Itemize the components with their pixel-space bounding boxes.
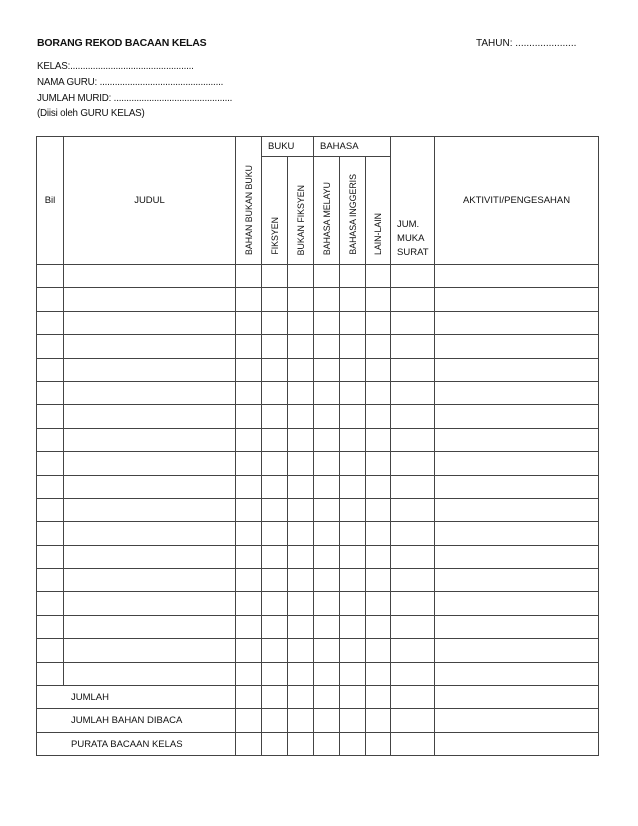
fill-note: (Diisi oleh GURU KELAS) [37,108,145,119]
table-cell[interactable] [391,405,435,428]
table-cell[interactable] [435,311,599,334]
header-group-bahasa [314,137,391,157]
table-row [37,452,599,475]
table-cell[interactable] [64,358,236,381]
table-row [37,615,599,638]
table-cell[interactable] [37,522,64,545]
summary-cell[interactable] [340,686,366,709]
header-bil-label: Bil [44,195,56,206]
table-row [37,592,599,615]
table-cell[interactable] [340,662,366,685]
table-cell[interactable] [340,522,366,545]
table-cell[interactable] [288,288,314,311]
header-judul [64,137,236,265]
table-cell[interactable] [37,335,64,358]
header-bahan-bukan-buku [236,137,262,265]
table-cell[interactable] [288,545,314,568]
table-cell[interactable] [64,592,236,615]
table-cell[interactable] [64,615,236,638]
table-cell[interactable] [262,265,288,288]
table-cell[interactable] [236,569,262,592]
table-cell[interactable] [64,288,236,311]
table-cell[interactable] [236,358,262,381]
table-cell[interactable] [262,522,288,545]
table-cell[interactable] [435,639,599,662]
table-cell[interactable] [391,545,435,568]
table-row [37,639,599,662]
header-group-bahasa-label: BAHASA [320,141,359,152]
summary-cell[interactable] [262,732,288,755]
table-cell[interactable] [64,522,236,545]
header-bahasa-melayu-label: BAHASA MELAYU [321,181,332,255]
summary-cell[interactable] [262,686,288,709]
table-cell[interactable] [340,498,366,521]
table-cell[interactable] [236,475,262,498]
table-cell[interactable] [288,452,314,475]
table-cell[interactable] [391,288,435,311]
summary-cell[interactable] [314,686,340,709]
table-cell[interactable] [37,405,64,428]
header-aktiviti [435,137,599,265]
table-cell[interactable] [262,335,288,358]
table-cell[interactable] [391,265,435,288]
table-cell[interactable] [366,615,391,638]
header-bukan-fiksyen [288,157,314,265]
table-cell[interactable] [262,405,288,428]
summary-label: JUMLAH BAHAN DIBACA [37,709,236,732]
form-title: BORANG REKOD BACAAN KELAS [37,37,207,49]
table-cell[interactable] [340,569,366,592]
table-cell[interactable] [366,335,391,358]
header-group-buku-label: BUKU [268,141,295,152]
header-bahasa-inggeris-label: BAHASA INGGERIS [347,174,358,255]
header-fiksyen-label: FIKSYEN [269,217,280,255]
table-cell[interactable] [314,265,340,288]
table-row [37,662,599,685]
table-cell[interactable] [340,428,366,451]
table-cell[interactable] [314,522,340,545]
summary-cell[interactable] [391,732,435,755]
summary-cell[interactable] [435,709,599,732]
table-cell[interactable] [37,475,64,498]
table-cell[interactable] [288,358,314,381]
table-cell[interactable] [37,592,64,615]
table-row [37,288,599,311]
table-cell[interactable] [37,639,64,662]
table-cell[interactable] [340,405,366,428]
summary-cell[interactable] [288,732,314,755]
table-cell[interactable] [236,639,262,662]
summary-cell[interactable] [391,709,435,732]
table-cell[interactable] [314,498,340,521]
summary-cell[interactable] [236,686,262,709]
table-cell[interactable] [340,335,366,358]
table-cell[interactable] [288,522,314,545]
table-cell[interactable] [391,311,435,334]
header-bukan-fiksyen-label: BUKAN FIKSYEN [295,184,306,255]
table-cell[interactable] [435,428,599,451]
table-cell[interactable] [314,545,340,568]
table-cell[interactable] [435,381,599,404]
table-cell[interactable] [391,475,435,498]
table-cell[interactable] [340,311,366,334]
table-cell[interactable] [391,615,435,638]
table-cell[interactable] [262,452,288,475]
table-cell[interactable] [366,288,391,311]
table-cell[interactable] [340,615,366,638]
table-cell[interactable] [37,662,64,685]
table-row [37,569,599,592]
table-cell[interactable] [64,265,236,288]
table-cell[interactable] [236,311,262,334]
table-cell[interactable] [236,592,262,615]
table-row [37,335,599,358]
table-cell[interactable] [340,639,366,662]
table-cell[interactable] [236,335,262,358]
table-cell[interactable] [391,592,435,615]
summary-label: PURATA BACAAN KELAS [37,732,236,755]
table-cell[interactable] [262,545,288,568]
table-cell[interactable] [391,428,435,451]
summary-row [37,709,599,732]
table-cell[interactable] [340,265,366,288]
table-cell[interactable] [37,569,64,592]
table-cell[interactable] [288,639,314,662]
table-cell[interactable] [314,615,340,638]
table-cell[interactable] [366,569,391,592]
table-cell[interactable] [366,498,391,521]
table-cell[interactable] [366,522,391,545]
summary-cell[interactable] [262,709,288,732]
table-cell[interactable] [37,358,64,381]
table-cell[interactable] [37,452,64,475]
table-cell[interactable] [236,405,262,428]
table-cell[interactable] [64,405,236,428]
table-cell[interactable] [236,381,262,404]
header-group-buku [262,137,314,157]
summary-cell[interactable] [236,709,262,732]
table-cell[interactable] [366,662,391,685]
table-cell[interactable] [288,405,314,428]
table-cell[interactable] [391,498,435,521]
table-cell[interactable] [236,615,262,638]
table-cell[interactable] [366,545,391,568]
table-cell[interactable] [262,498,288,521]
summary-cell[interactable] [314,732,340,755]
table-cell[interactable] [37,288,64,311]
header-fiksyen [262,157,288,265]
table-cell[interactable] [314,311,340,334]
table-cell[interactable] [340,288,366,311]
table-cell[interactable] [391,335,435,358]
table-row [37,405,599,428]
summary-cell[interactable] [391,686,435,709]
table-row [37,545,599,568]
summary-cell[interactable] [288,709,314,732]
table-cell[interactable] [366,475,391,498]
header-bil [37,137,64,265]
table-cell[interactable] [37,265,64,288]
table-cell[interactable] [262,569,288,592]
table-cell[interactable] [236,662,262,685]
table-cell[interactable] [366,405,391,428]
table-cell[interactable] [391,358,435,381]
table-cell[interactable] [37,615,64,638]
header-jum-line1: JUM. [397,219,420,230]
table-cell[interactable] [288,569,314,592]
summary-cell[interactable] [314,709,340,732]
table-row [37,522,599,545]
table-cell[interactable] [366,639,391,662]
summary-cell[interactable] [366,686,391,709]
table-cell[interactable] [37,381,64,404]
table-cell[interactable] [314,662,340,685]
table-cell[interactable] [314,428,340,451]
table-cell[interactable] [435,615,599,638]
table-cell[interactable] [262,592,288,615]
header-judul-label: JUDUL [134,195,165,206]
table-cell[interactable] [391,381,435,404]
table-cell[interactable] [262,428,288,451]
class-field: KELAS:................................................. [37,61,194,72]
table-cell[interactable] [236,288,262,311]
table-cell[interactable] [288,475,314,498]
table-cell[interactable] [314,288,340,311]
header-jum-line3: SURAT [397,247,429,258]
summary-row [37,732,599,755]
table-cell[interactable] [64,639,236,662]
header-jum-line2: MUKA [397,233,425,244]
summary-label: JUMLAH [37,686,236,709]
table-cell[interactable] [435,545,599,568]
table-cell[interactable] [314,335,340,358]
teacher-name-field: NAMA GURU: ................................................. [37,77,224,88]
table-row [37,381,599,404]
table-cell[interactable] [64,381,236,404]
table-cell[interactable] [288,265,314,288]
header-lain-lain [366,157,391,265]
table-body [37,265,599,756]
table-cell[interactable] [288,615,314,638]
table-cell[interactable] [262,288,288,311]
table-row [37,311,599,334]
table-cell[interactable] [340,592,366,615]
table-cell[interactable] [37,428,64,451]
table-cell[interactable] [435,265,599,288]
table-cell[interactable] [64,498,236,521]
table-cell[interactable] [314,475,340,498]
table-cell[interactable] [236,545,262,568]
table-row [37,498,599,521]
table-cell[interactable] [391,522,435,545]
summary-row [37,686,599,709]
table-cell[interactable] [435,569,599,592]
table-cell[interactable] [236,498,262,521]
table-cell[interactable] [366,428,391,451]
table-cell[interactable] [64,569,236,592]
table-cell[interactable] [435,662,599,685]
header-bahasa-melayu [314,157,340,265]
table-cell[interactable] [340,475,366,498]
summary-cell[interactable] [435,732,599,755]
table-cell[interactable] [288,428,314,451]
table-cell[interactable] [236,265,262,288]
table-cell[interactable] [435,335,599,358]
summary-cell[interactable] [366,732,391,755]
table-cell[interactable] [262,358,288,381]
table-cell[interactable] [37,311,64,334]
table-cell[interactable] [288,592,314,615]
table-cell[interactable] [391,639,435,662]
table-cell[interactable] [314,381,340,404]
summary-cell[interactable] [435,686,599,709]
header-jum-muka-surat [391,137,435,265]
header-bahasa-inggeris [340,157,366,265]
table-cell[interactable] [435,522,599,545]
table-cell[interactable] [340,452,366,475]
table-cell[interactable] [435,358,599,381]
table-cell[interactable] [314,592,340,615]
summary-cell[interactable] [366,709,391,732]
header-bahan-bukan-buku-label: BAHAN BUKAN BUKU [243,165,254,255]
table-cell[interactable] [391,452,435,475]
table-cell[interactable] [340,545,366,568]
table-cell[interactable] [435,288,599,311]
table-cell[interactable] [288,311,314,334]
table-cell[interactable] [262,381,288,404]
table-cell[interactable] [236,522,262,545]
table-cell[interactable] [366,592,391,615]
table-cell[interactable] [340,358,366,381]
table-cell[interactable] [262,615,288,638]
table-cell[interactable] [64,662,236,685]
table-cell[interactable] [314,358,340,381]
table-cell[interactable] [262,639,288,662]
table-cell[interactable] [366,452,391,475]
table-cell[interactable] [314,639,340,662]
table-cell[interactable] [64,545,236,568]
table-cell[interactable] [366,358,391,381]
table-cell[interactable] [314,569,340,592]
reading-record-table [36,136,599,756]
table-cell[interactable] [314,452,340,475]
table-cell[interactable] [435,475,599,498]
header-aktiviti-label: AKTIVITI/PENGESAHAN [462,195,571,206]
table-cell[interactable] [236,452,262,475]
table-cell[interactable] [262,662,288,685]
table-cell[interactable] [262,475,288,498]
table-cell[interactable] [288,498,314,521]
table-cell[interactable] [64,428,236,451]
table-cell[interactable] [340,381,366,404]
table-cell[interactable] [435,498,599,521]
table-row [37,428,599,451]
table-cell[interactable] [64,475,236,498]
table-cell[interactable] [314,405,340,428]
table-cell[interactable] [366,381,391,404]
summary-cell[interactable] [288,686,314,709]
summary-cell[interactable] [236,732,262,755]
table-cell[interactable] [64,452,236,475]
table-cell[interactable] [366,311,391,334]
table-row [37,265,599,288]
summary-cell[interactable] [340,732,366,755]
table-cell[interactable] [366,265,391,288]
table-cell[interactable] [37,545,64,568]
table-cell[interactable] [435,405,599,428]
table-cell[interactable] [435,592,599,615]
table-cell[interactable] [37,498,64,521]
table-cell[interactable] [262,311,288,334]
table-row [37,358,599,381]
table-cell[interactable] [288,381,314,404]
table-cell[interactable] [64,311,236,334]
table-row [37,475,599,498]
year-field: TAHUN: ...................... [476,38,577,49]
table-cell[interactable] [288,662,314,685]
table-cell[interactable] [391,662,435,685]
table-cell[interactable] [64,335,236,358]
summary-cell[interactable] [340,709,366,732]
header-lain-lain-label: LAIN-LAIN [373,212,384,255]
table-cell[interactable] [288,335,314,358]
student-count-field: JUMLAH MURID: ............................................... [37,93,233,104]
table-cell[interactable] [435,452,599,475]
table-cell[interactable] [391,569,435,592]
table-cell[interactable] [236,428,262,451]
